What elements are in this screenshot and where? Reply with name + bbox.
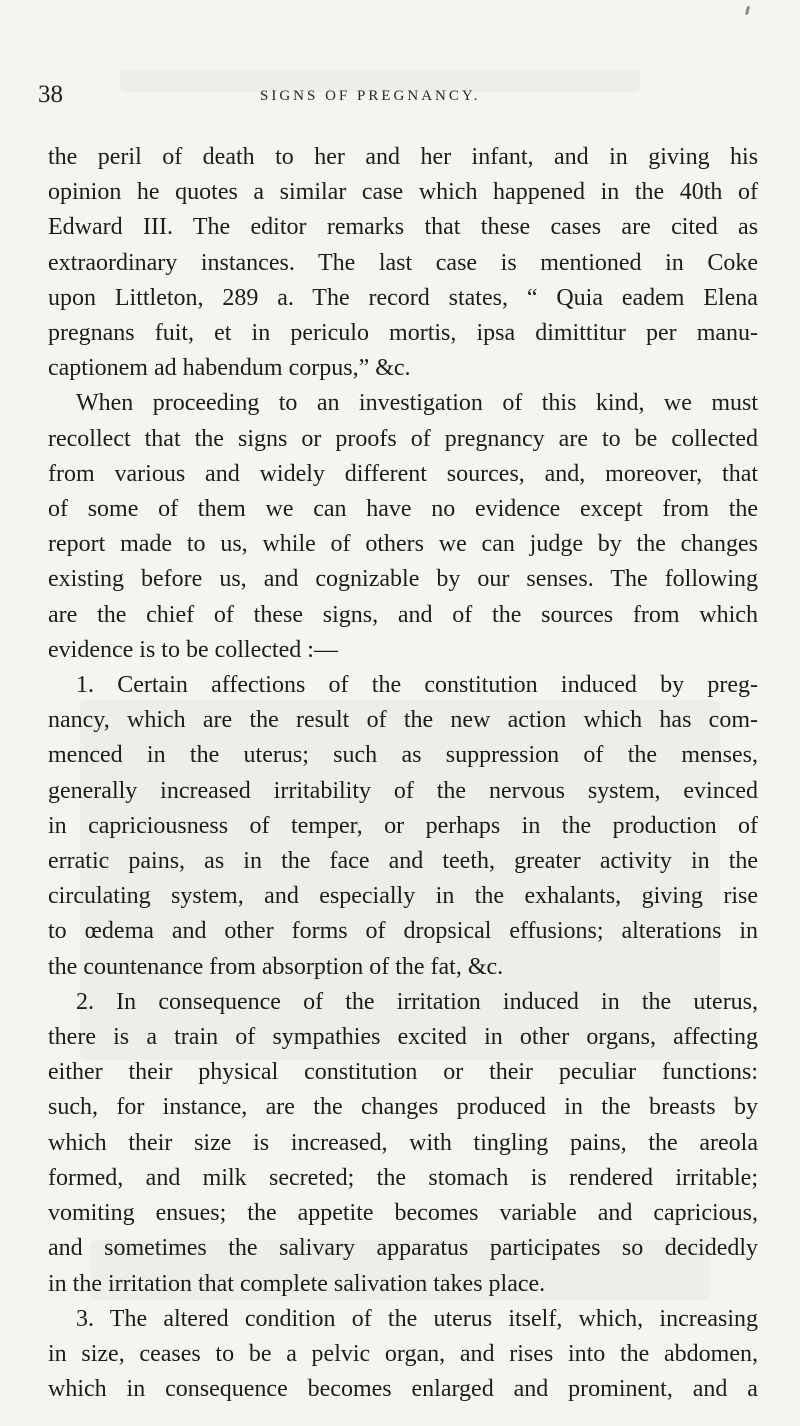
text-line: 3. The altered condition of the uterus itself, which, increasing: [76, 1305, 759, 1332]
text-line: are the chief of these signs, and of the sources from which: [48, 601, 758, 628]
text-line: either their physical constitution or their peculiar functions:: [48, 1059, 758, 1086]
text-line: erratic pains, as in the face and teeth, greater activity in the: [48, 848, 759, 875]
text-line: of some of them we can have no evidence except from the: [48, 496, 759, 523]
text-line: and sometimes the salivary apparatus participates so decidedly: [48, 1235, 759, 1262]
page-header: [38, 80, 760, 114]
text-line: upon Littleton, 289 a. The record states, “ Quia eadem Elena: [48, 284, 758, 311]
text-line: report made to us, while of others we can judge by the changes: [48, 531, 758, 558]
text-line: which their size is increased, with tingling pains, the areola: [48, 1129, 758, 1156]
text-line: to œdema and other forms of dropsical effusions; alterations in: [48, 918, 759, 945]
text-line: in capriciousness of temper, or perhaps in the production of: [48, 812, 759, 839]
text-line: in size, ceases to be a pelvic organ, and rises into the abdomen,: [48, 1340, 759, 1367]
paragraph-continued: [48, 140, 758, 386]
text-line: extraordinary instances. The last case is mentioned in Coke: [48, 249, 759, 276]
paragraph-investigation: [48, 386, 758, 668]
text-line: circulating system, and especially in the exhalants, giving rise: [48, 883, 759, 910]
text-line: 2. In consequence of the irritation induced in the uterus,: [76, 988, 759, 1015]
text-line: vomiting ensues; the appetite becomes variable and capricious,: [48, 1200, 758, 1227]
text-line: there is a train of sympathies excited in other organs, affecting: [48, 1024, 758, 1051]
text-line: the countenance from absorption of the fat, &c.: [48, 953, 504, 980]
text-line: formed, and milk secreted; the stomach is rendered irritable;: [48, 1164, 758, 1191]
ink-speck: [745, 6, 750, 15]
text-line: in the irritation that complete salivation takes place.: [48, 1270, 546, 1297]
text-line: evidence is to be collected :—: [48, 636, 338, 663]
text-line: generally increased irritability of the nervous system, evinced: [48, 777, 759, 804]
text-line: the peril of death to her and her infant, and in giving his: [48, 144, 759, 170]
text-line: which in consequence becomes enlarged and prominent, and a: [48, 1376, 758, 1403]
running-head: SIGNS OF PREGNANCY.: [260, 88, 481, 104]
text-line: from various and widely different sources, and, moreover, that: [48, 460, 759, 487]
text-line: nancy, which are the result of the new action which has com-: [48, 707, 758, 734]
text-line: captionem ad habendum corpus,” &c.: [48, 355, 411, 382]
text-line: such, for instance, are the changes produced in the breasts by: [48, 1094, 758, 1121]
text-line: pregnans fuit, et in periculo mortis, ipsa dimittitur per manu-: [48, 320, 759, 347]
page-number: 38: [38, 81, 63, 108]
text-line: 1. Certain affections of the constitution induced by preg-: [76, 672, 758, 699]
body-text: [48, 140, 758, 1407]
text-line: existing before us, and cognizable by our senses. The following: [48, 566, 759, 593]
paragraph-item-1: [48, 668, 758, 985]
text-line: menced in the uterus; such as suppression of the menses,: [48, 742, 759, 769]
paragraph-item-2: [48, 985, 758, 1302]
text-line: recollect that the signs or proofs of pregnancy are to be collected: [48, 425, 758, 452]
text-line: Edward III. The editor remarks that these cases are cited as: [48, 214, 759, 241]
text-line: opinion he quotes a similar case which happened in the 40th of: [48, 179, 759, 206]
text-line: When proceeding to an investigation of this kind, we must: [76, 390, 759, 417]
paragraph-item-3: [48, 1302, 758, 1408]
